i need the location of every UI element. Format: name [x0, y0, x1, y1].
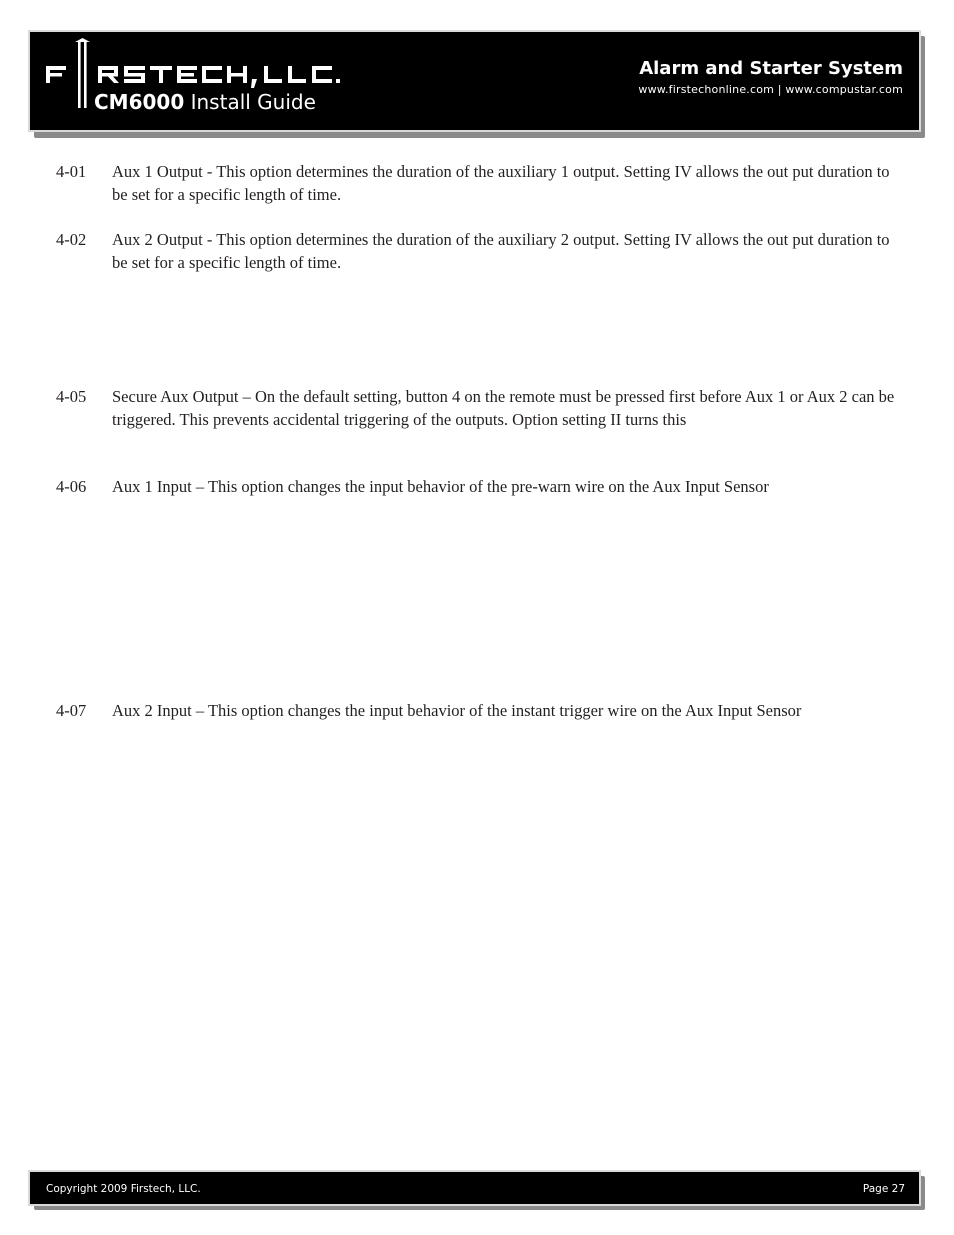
- option-item-4-05: [56, 386, 896, 431]
- guide-title: [94, 90, 316, 114]
- option-item-4-07: [56, 700, 896, 723]
- option-description: Aux 1 Output - This option determines the duration of the auxiliary 1 output. Setting IV allows the out put duration to be set for a specific length of time.: [112, 162, 890, 204]
- page-header: [28, 30, 921, 132]
- option-number: 4-07: [56, 701, 87, 720]
- guide-model: CM6000: [94, 90, 185, 114]
- page-footer: [28, 1170, 921, 1206]
- option-number: 4-05: [56, 387, 87, 406]
- option-item-4-06: [56, 476, 896, 499]
- option-description: Secure Aux Output – On the default setting, button 4 on the remote must be pressed first before Aux 1 or Aux 2 can be triggered. This prevents accidental triggering of the outputs. Option setting II turns this: [112, 387, 895, 429]
- option-number: 4-02: [56, 230, 87, 249]
- option-description: Aux 1 Input – This option changes the input behavior of the pre-warn wire on the Aux Input Sensor: [112, 477, 769, 496]
- page-number: Page 27: [862, 1183, 905, 1195]
- option-description: Aux 2 Input – This option changes the input behavior of the instant trigger wire on the Aux Input Sensor: [112, 701, 802, 720]
- website-urls: www.firstechonline.com | www.compustar.com: [638, 83, 903, 96]
- option-description: Aux 2 Output - This option determines the duration of the auxiliary 2 output. Setting IV allows the out put duration to be set for a specific length of time.: [112, 230, 890, 272]
- option-item-4-02: [56, 229, 896, 274]
- system-title: Alarm and Starter System: [639, 58, 903, 79]
- copyright-text: Copyright 2009 Firstech, LLC.: [46, 1183, 201, 1195]
- option-number: 4-06: [56, 477, 87, 496]
- option-item-4-01: [56, 161, 896, 206]
- option-number: 4-01: [56, 162, 87, 181]
- guide-label: Install Guide: [184, 90, 316, 114]
